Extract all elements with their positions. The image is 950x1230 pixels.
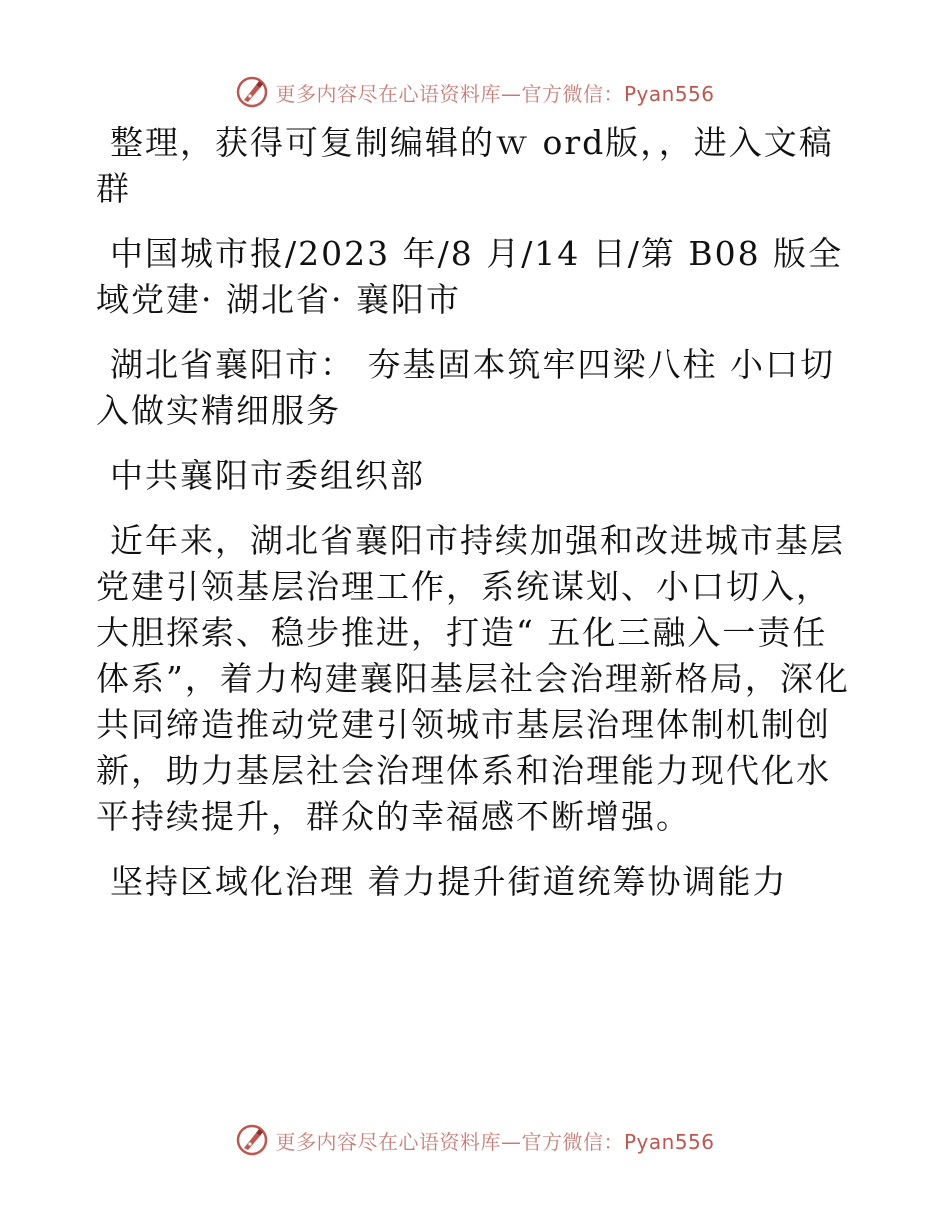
intro-note: 整理，获得可复制编辑的ｗ ord版，，进入文稿群 (96, 123, 834, 208)
header-watermark-banner (0, 72, 950, 112)
watermark-text: 更多内容尽在心语资料库—官方微信：Pyan556 (275, 1129, 715, 1154)
section-heading: 坚持区域化治理 着力提升街道统筹协调能力 (110, 862, 788, 901)
footer-watermark-banner (0, 1120, 950, 1160)
document-body (96, 120, 856, 924)
source-line: 中国城市报/2023 年/8 月/14 日/第 B08 版全域党建· 湖北省· 襄阳市 (96, 234, 844, 319)
pen-nib-logo-icon (235, 1123, 269, 1157)
body-paragraph: 近年来，湖北省襄阳市持续加强和改进城市基层党建引领基层治理工作，系统谋划、小口切入，大胆探索、稳步推进，打造“ 五化三融入一责任体系”，着力构建襄阳基层社会治理新格局，深化共同缔造推动党建引领城市基层治理体制机制创新，助力基层社会治理体系和治理能力现代化水平持续提升，群众的幸福感不断增强。 (96, 521, 850, 836)
pen-nib-logo-icon (235, 75, 269, 109)
watermark-text: 更多内容尽在心语资料库—官方微信：Pyan556 (275, 81, 715, 106)
article-title: 湖北省襄阳市： 夯基固本筑牢四梁八柱 小口切入做实精细服务 (96, 345, 835, 430)
article-author: 中共襄阳市委组织部 (110, 456, 425, 495)
